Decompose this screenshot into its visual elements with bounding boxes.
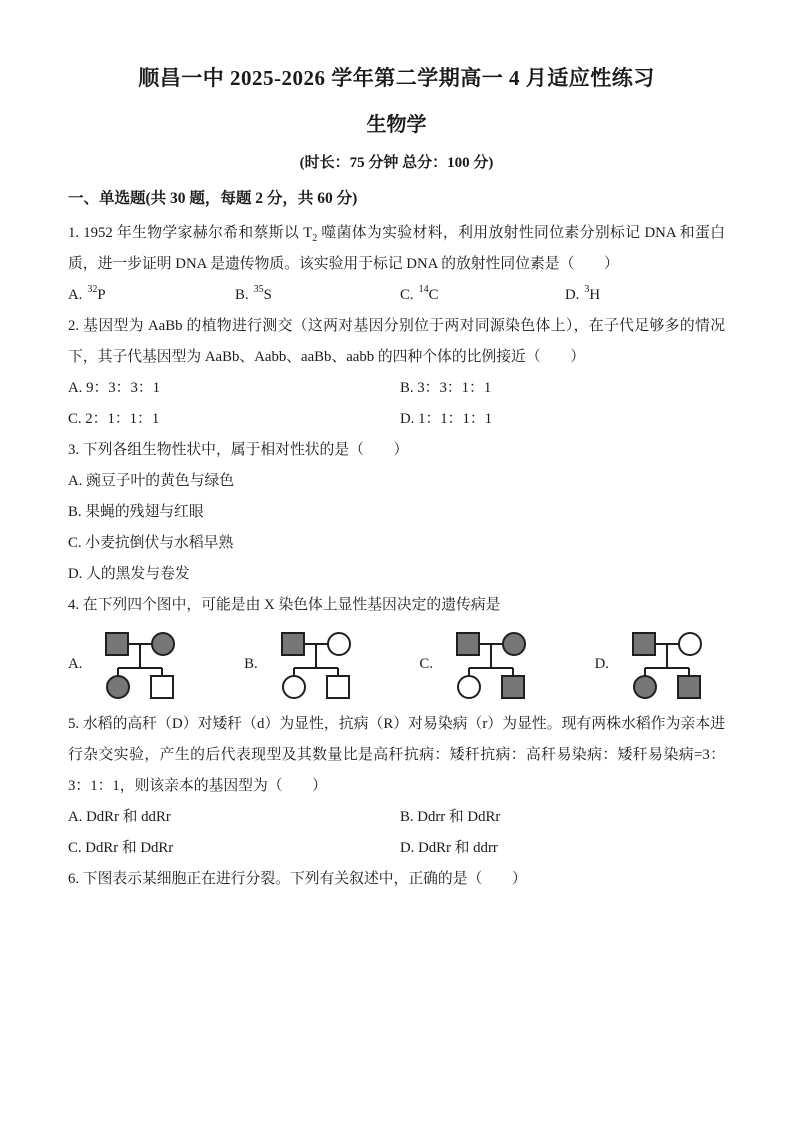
question-5-options-row-2 [68,833,725,864]
question-5-option-c: C. DdRr 和 DdRr [68,840,174,856]
question-5-option-a: A. DdRr 和 ddRr [68,809,171,825]
pedigree-option-d [595,625,725,703]
pedigree-option-b [244,625,374,703]
question-1-option-b: B. $^{35}$S [235,284,272,303]
question-2-option-a: A. 9：3：3：1 [68,380,161,396]
pedigree-label-a: A. [68,655,83,672]
question-6-text: 6. 下图表示某细胞正在进行分裂。下列有关叙述中，正确的是（ ） [68,871,527,887]
question-2-option-b: B. 3：3：1：1 [400,380,492,396]
pedigree-chart-c [439,625,549,703]
pedigree-label-b: B. [244,655,258,672]
question-3-option-b: B. 果蝇的残翅与红眼 [68,504,204,520]
question-3-option-d: D. 人的黑发与卷发 [68,566,190,582]
exam-meta: (时长：75 分钟 总分：100 分) [299,155,494,171]
question-1-options [68,280,725,311]
pedigree-option-a [68,625,198,703]
pedigree-chart-b [264,625,374,703]
pedigree-option-c [419,625,549,703]
question-2-options-row-2 [68,404,725,435]
question-4-pedigrees [68,625,725,703]
question-1-option-a: A. $^{32}$P [68,284,106,303]
question-1-option-d: D. $^3$H [565,284,601,303]
question-2-option-d: D. 1：1：1：1 [400,411,493,427]
exam-subject: 生物学 [366,114,427,136]
question-2-option-c: C. 2：1：1：1 [68,411,160,427]
question-5-option-d: D. DdRr 和 ddrr [400,840,498,856]
question-3-text: 3. 下列各组生物性状中，属于相对性状的是（ ） [68,442,409,458]
pedigree-label-d: D. [594,655,609,672]
exam-title: 顺昌一中 2025-2026 学年第二学期高一 4 月适应性练习 [138,66,655,90]
pedigree-chart-d [615,625,725,703]
question-1-option-c: C. $^{14}$C [400,284,439,303]
pedigree-label-c: C. [419,655,433,672]
question-4-text: 4. 在下列四个图中，可能是由 X 染色体上显性基因决定的遗传病是 [68,597,501,613]
question-5-text: 5. 水稻的高秆（D）对矮秆（d）为显性，抗病（R）对易染病（r）为显性。现有两株水稻作为亲本进行杂交实验，产生的后代表现型及其数量比是高秆抗病：矮秆抗病：高秆易染病：矮秆易染病=3：3：1：1，则该亲本的基因型为（ ） [68,716,725,794]
pedigree-chart-a [88,625,198,703]
section-heading: 一、单选题(共 30 题，每题 2 分，共 60 分) [68,190,358,207]
question-5-options-row-1 [68,802,725,833]
question-2-text: 2. 基因型为 AaBb 的植物进行测交（这两对基因分别位于两对同源染色体上），在子代足够多的情况下，其子代基因型为 AaBb、Aabb、aaBb、aabb 的四种个体的比例接近（ ） [68,318,725,365]
question-5-option-b: B. Ddrr 和 DdRr [400,809,501,825]
question-1-text: 1. 1952 年生物学家赫尔希和蔡斯以 $T_2$ 噬菌体为实验材料，利用放射性同位素分别标记 DNA 和蛋白质，进一步证明 DNA 是遗传物质。该实验用于标记 DNA 的放射性同位素是（ ） [68,225,725,272]
question-2-options-row-1 [68,373,725,404]
question-3-option-a: A. 豌豆子叶的黄色与绿色 [68,473,235,489]
question-3-option-c: C. 小麦抗倒伏与水稻早熟 [68,535,234,551]
